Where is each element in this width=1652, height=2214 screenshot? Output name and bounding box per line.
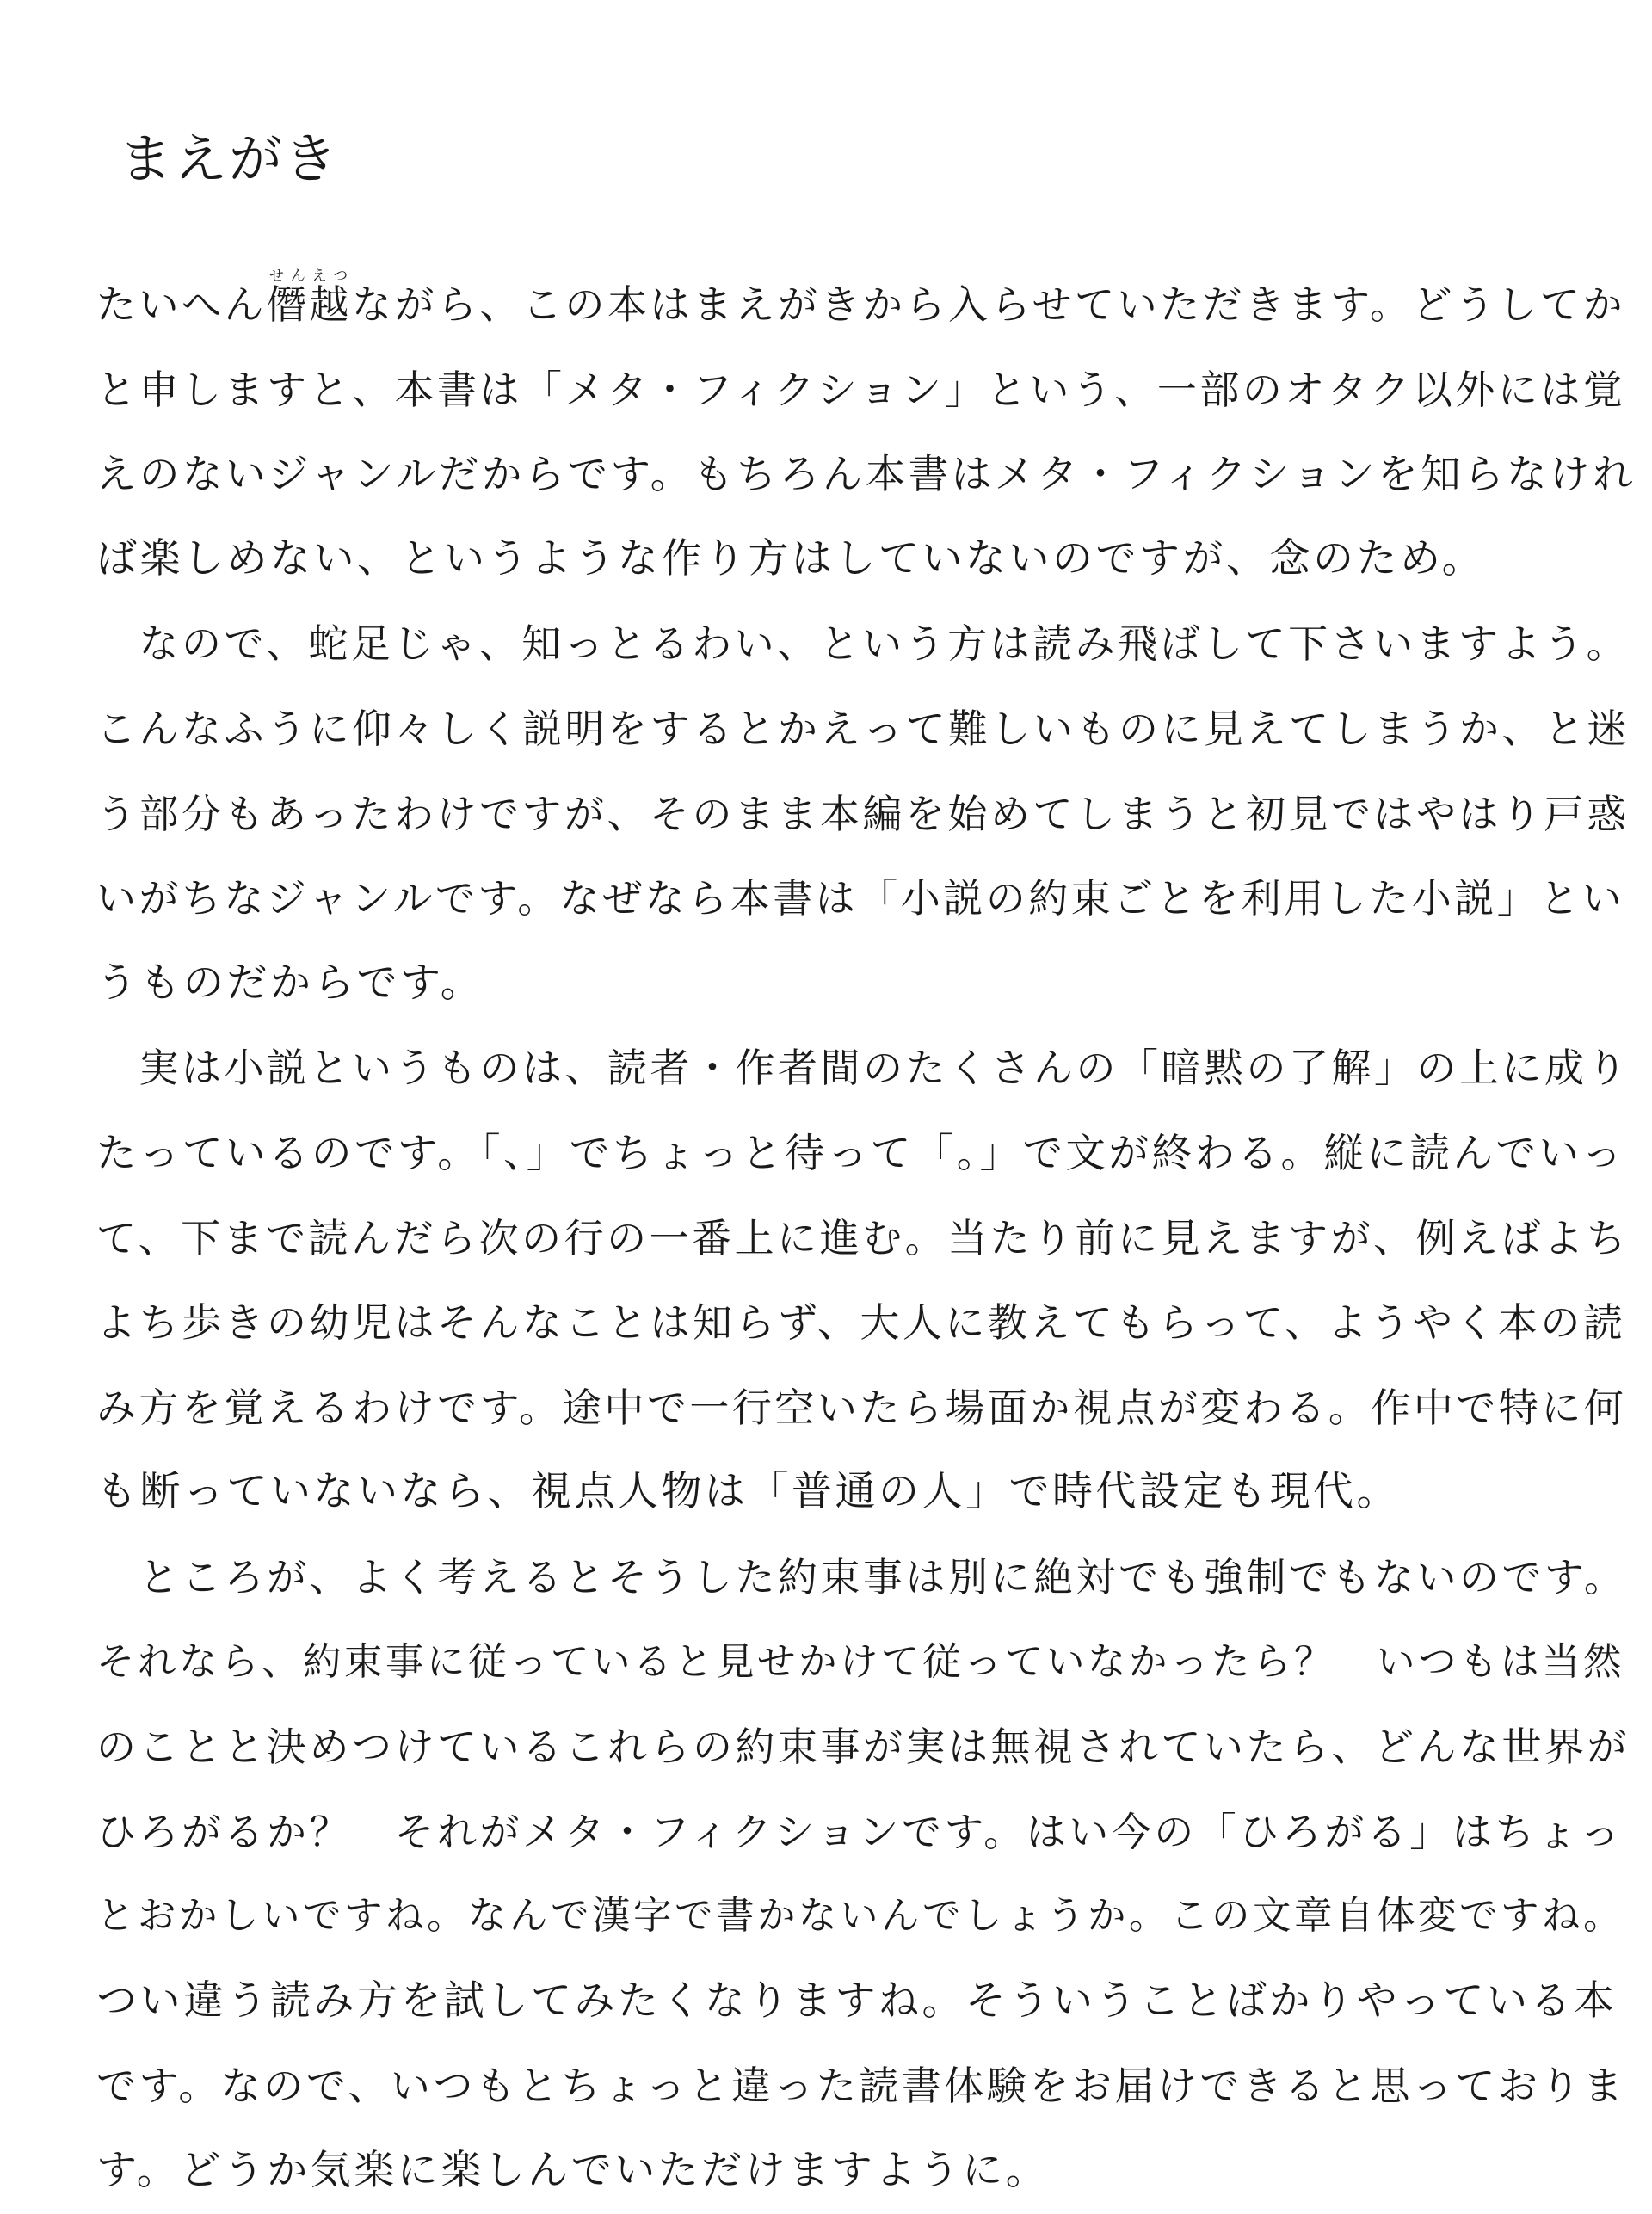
text-line: ところが、よく考えるとそうした約束事は別に絶対でも強制でもないのです。: [96, 1553, 1627, 1600]
text-line: なので、蛇足じゃ、知っとるわい、という方は読み飛ばして下さいますよう。: [96, 620, 1630, 668]
body-text: [96, 262, 1637, 2214]
text-line: す。どうか気楽に楽しんでいただけますように。: [96, 2147, 1050, 2195]
text-line: 実は小説というものは、読者・作者間のたくさんの「暗黙の了解」の上に成り: [96, 1045, 1630, 1092]
text-line: えのないジャンルだからです。もちろん本書はメタ・フィクションを知らなけれ: [96, 451, 1637, 498]
ruby-word: [267, 268, 352, 328]
text-line: よち歩きの幼児はそんなことは知らず、大人に教えてもらって、ようやく本の読: [96, 1299, 1626, 1347]
ruby-reading: せんえつ: [267, 268, 352, 285]
text-line: こんなふうに仰々しく説明をするとかえって難しいものに見えてしまうか、と迷: [96, 705, 1630, 752]
text-line: うものだからです。: [96, 959, 484, 1007]
text-line: も断っていないなら、視点人物は「普通の人」で時代設定も現代。: [96, 1468, 1400, 1516]
text-line: み方を覚えるわけです。途中で一行空いたら場面か視点が変わる。作中で特に何: [96, 1384, 1627, 1431]
text-line: と申しますと、本書は「メタ・フィクション」という、一部のオタク以外には覚: [96, 366, 1626, 413]
text-line: つい違う読み方を試してみたくなりますね。そういうことばかりやっている本: [96, 1977, 1618, 2025]
text-line: それなら、約束事に従っていると見せかけて従っていなかったら？ いつもは当然: [96, 1639, 1625, 1684]
text-segment: たいへん: [96, 281, 267, 328]
text-segment: ながら、この本はまえがきから入らせていただきます。どうしてか: [352, 281, 1625, 328]
text-line: です。なので、いつもとちょっと違った読書体験をお届けできると思っておりま: [96, 2063, 1626, 2110]
text-line: のことと決めつけているこれらの約束事が実は無視されていたら、どんな世界が: [96, 1724, 1630, 1771]
text-line: [96, 262, 1625, 348]
text-line: いがちなジャンルです。なぜなら本書は「小説の約束ごとを利用した小説」とい: [96, 875, 1625, 922]
text-line: ば楽しめない、というような作り方はしていないのですが、念のため。: [96, 534, 1486, 583]
text-line: ひろがるか？ それがメタ・フィクションです。はい今の「ひろがる」はちょっ: [96, 1808, 1623, 1855]
text-line: て、下まで読んだら次の行の一番上に進む。当たり前に見えますが、例えばよち: [96, 1214, 1630, 1261]
text-line: たっているのです。「、」でちょっと待って「。」で文が終わる。縦に読んでいっ: [96, 1129, 1625, 1176]
text-line: とおかしいですね。なんで漢字で書かないんでしょうか。この文章自体変ですね。: [96, 1894, 1625, 1939]
page-title: まえがき: [119, 127, 340, 190]
text-line: う部分もあったわけですが、そのまま本編を始めてしまうと初見ではやはり戸惑: [96, 790, 1630, 837]
ruby-base: 僭越: [267, 281, 352, 328]
